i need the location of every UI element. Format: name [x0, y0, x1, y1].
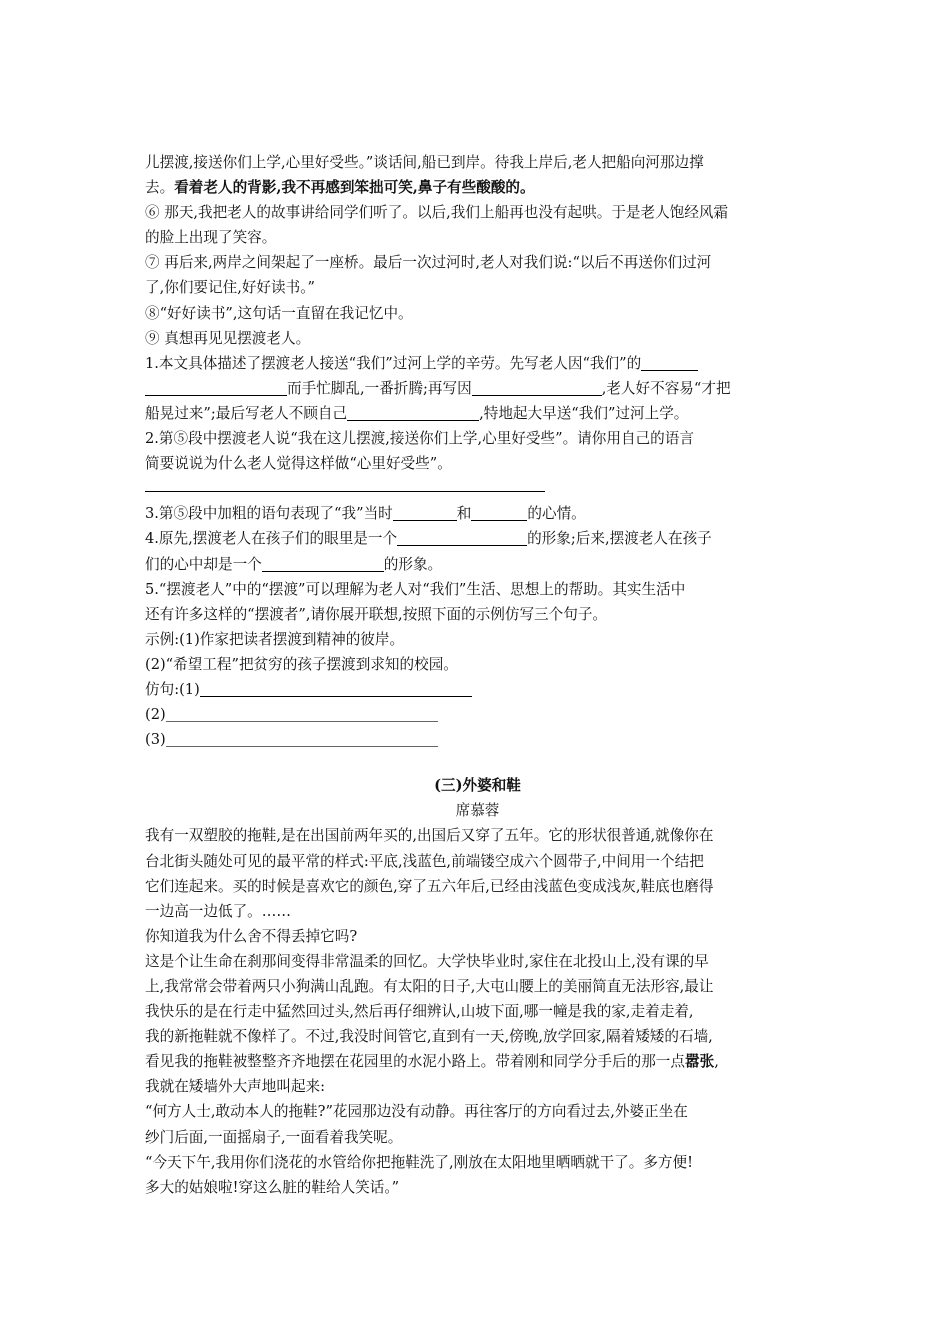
- question-4: [145, 526, 810, 551]
- text: ,特地起大早送“我们”过河上学。: [479, 404, 689, 422]
- text: ⑨ 真想再见见摆渡老人。: [145, 329, 311, 347]
- answer-line[interactable]: [145, 476, 810, 501]
- article-line: [145, 999, 810, 1024]
- text: ,: [714, 1053, 719, 1071]
- article-line: [145, 849, 810, 874]
- text: 简要说说为什么老人觉得这样做“心里好受些”。: [145, 455, 452, 473]
- text: 上,我常常会带着两只小狗满山乱跑。有太阳的日子,大屯山腰上的美丽简直无法形容,最让: [145, 978, 714, 995]
- article-line: [145, 874, 810, 899]
- text: 了,你们要记住,好好读书。”: [145, 279, 315, 297]
- answer-blank[interactable]: [166, 729, 438, 747]
- article-line: [145, 949, 810, 974]
- text: 的心情。: [527, 505, 586, 523]
- text: 多大的姑娘啦!穿这么脏的鞋给人笑话。”: [145, 1178, 400, 1196]
- answer-blank[interactable]: [471, 503, 527, 521]
- article-line: [145, 823, 810, 848]
- question-5: [145, 577, 810, 602]
- text: (2)“希望工程”把贫穷的孩子摆渡到求知的校园。: [145, 655, 458, 673]
- text: ⑦ 再后来,两岸之间架起了一座桥。最后一次过河时,老人对我们说:“以后不再送你们过河: [145, 254, 712, 272]
- text: 的脸上出现了笑容。: [145, 229, 277, 247]
- article-line: [145, 924, 810, 949]
- answer-blank[interactable]: [166, 704, 438, 722]
- article-line: [145, 1175, 810, 1200]
- answer-blank[interactable]: [397, 528, 527, 546]
- answer-blank[interactable]: [347, 403, 479, 421]
- text: 和: [456, 505, 472, 523]
- text: ⑧“好好读书”,这句话一直留在我记忆中。: [145, 304, 413, 322]
- answer-blank[interactable]: [641, 353, 698, 371]
- imitation-3: [145, 727, 810, 752]
- answer-rule: [145, 491, 545, 492]
- article-line: [145, 1150, 810, 1175]
- text: 台北街头随处可见的最平常的样式:平底,浅蓝色,前端镂空成六个圆带子,中间用一个结把: [145, 852, 704, 870]
- passage-line: [145, 150, 810, 175]
- passage-line: [145, 175, 810, 200]
- author-name: 席慕蓉: [455, 802, 500, 820]
- text: 我的新拖鞋就不像样了。不过,我没时间管它,直到有一天,傍晚,放学回家,隔着矮矮的石墙,: [145, 1028, 713, 1046]
- text: 我快乐的是在行走中猛然回过头,然后再仔细辨认,山坡下面,哪一幢是我的家,走着走着,: [145, 1003, 694, 1021]
- text: 1.本文具体描述了摆渡老人接送“我们”过河上学的辛劳。先写老人因“我们”的: [145, 354, 642, 372]
- text: 2.第⑤段中摆渡老人说“我在这儿摆渡,接送你们上学,心里好受些”。请你用自己的语言: [145, 430, 694, 448]
- text: (2): [145, 706, 166, 724]
- text: “今天下午,我用你们浇花的水管给你把拖鞋洗了,刚放在太阳地里晒晒就干了。多方便!: [145, 1153, 693, 1171]
- article-line: [145, 1074, 810, 1099]
- section-title: (三)外婆和鞋: [434, 777, 521, 795]
- text: 而手忙脚乱,一番折腾;再写因: [287, 379, 472, 397]
- text: 船晃过来”;最后写老人不顾自己: [145, 404, 348, 422]
- text: 3.第⑤段中加粗的语句表现了“我”当时: [145, 505, 393, 523]
- answer-blank[interactable]: [145, 378, 287, 396]
- article-line: [145, 1049, 810, 1074]
- answer-blank[interactable]: [262, 554, 384, 572]
- article-line: [145, 1024, 810, 1049]
- text: 一边高一边低了。……: [145, 902, 291, 920]
- article-line: [145, 899, 810, 924]
- paragraph-9: [145, 326, 810, 351]
- text: 的形象。: [383, 555, 443, 573]
- answer-blank[interactable]: [200, 679, 472, 697]
- example-2: [145, 652, 810, 677]
- text: 我就在矮墙外大声地叫起来:: [145, 1078, 326, 1096]
- text: “何方人士,敢动本人的拖鞋?”花园那边没有动静。再往客厅的方向看过去,外婆正坐在: [145, 1103, 688, 1121]
- paragraph-7: [145, 250, 810, 275]
- text: 这是个让生命在刹那间变得非常温柔的回忆。大学快毕业时,家住在北投山上,没有课的早: [145, 952, 709, 970]
- text: 还有许多这样的“摆渡者”,请你展开联想,按照下面的示例仿写三个句子。: [145, 605, 608, 623]
- question-1-cont: [145, 376, 810, 401]
- imitation-1: [145, 677, 810, 702]
- question-3: [145, 501, 810, 526]
- text: 们的心中却是一个: [145, 555, 262, 573]
- article-line: [145, 974, 810, 999]
- paragraph-8: [145, 301, 810, 326]
- text: ,老人好不容易“才把: [601, 379, 731, 397]
- text: 示例:(1)作家把读者摆渡到精神的彼岸。: [145, 630, 405, 648]
- paragraph-6-cont: [145, 225, 810, 250]
- bold-word: 嚣张: [684, 1053, 715, 1071]
- document-page: [145, 150, 810, 1200]
- bold-sentence: 看着老人的背影,我不再感到笨拙可笑,鼻子有些酸酸的。: [174, 179, 535, 197]
- text: 去。: [145, 179, 175, 197]
- paragraph-6: [145, 200, 810, 225]
- example-1: [145, 627, 810, 652]
- question-4-cont: [145, 552, 810, 577]
- text: 我有一双塑胶的拖鞋,是在出国前两年买的,出国后又穿了五年。它的形状很普通,就像你在: [145, 827, 714, 845]
- text: 的形象;后来,摆渡老人在孩子: [527, 530, 712, 548]
- question-1: [145, 351, 810, 376]
- article-line: [145, 1125, 810, 1150]
- answer-blank[interactable]: [393, 503, 457, 521]
- text: 你知道我为什么舍不得丢掉它吗?: [145, 927, 358, 945]
- text: 看见我的拖鞋被整整齐齐地摆在花园里的水泥小路上。带着刚和同学分手后的那一点: [145, 1053, 685, 1071]
- text: 仿句:(1): [145, 680, 200, 698]
- question-2: [145, 426, 810, 451]
- text: 儿摆渡,接送你们上学,心里好受些。”谈话间,船已到岸。待我上岸后,老人把船向河那边撑: [145, 154, 704, 171]
- article-line: [145, 1099, 810, 1124]
- text: 它们连起来。买的时候是喜欢它的颜色,穿了五六年后,已经由浅蓝色变成浅灰,鞋底也磨得: [145, 877, 714, 895]
- question-5-cont: [145, 602, 810, 627]
- text: 4.原先,摆渡老人在孩子们的眼里是一个: [145, 530, 398, 548]
- answer-blank[interactable]: [472, 378, 602, 396]
- text: (3): [145, 731, 166, 749]
- question-1-cont: [145, 401, 810, 426]
- paragraph-7-cont: [145, 275, 810, 300]
- question-2-cont: [145, 451, 810, 476]
- text: ⑥ 那天,我把老人的故事讲给同学们听了。以后,我们上船再也没有起哄。于是老人饱经风霜: [145, 204, 729, 222]
- text: 纱门后面,一面摇扇子,一面看着我笑呢。: [145, 1128, 403, 1146]
- text: 5.“摆渡老人”中的“摆渡”可以理解为老人对“我们”生活、思想上的帮助。其实生活中: [145, 580, 686, 598]
- imitation-2: [145, 702, 810, 727]
